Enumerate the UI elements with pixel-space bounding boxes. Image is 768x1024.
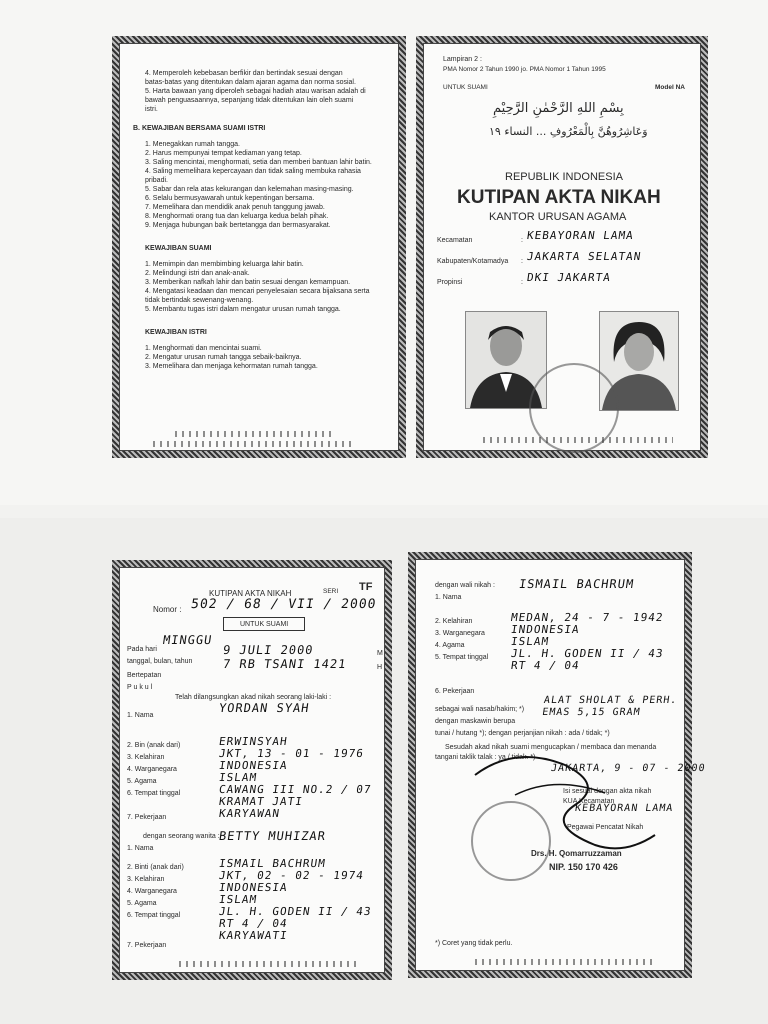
seri-value: TF bbox=[359, 581, 373, 593]
bride-field-label: 1. Nama bbox=[127, 845, 154, 852]
groom-tinggal-1: CAWANG III NO.2 / 07 bbox=[218, 783, 373, 796]
section-b-item: 5. Sabar dan rela atas kekurangan dan kelemahan masing-masing. bbox=[145, 186, 354, 193]
kecamatan-label: Kecamatan bbox=[437, 237, 473, 244]
istri-item: 2. Mengatur urusan rumah tangga sebaik-baiknya. bbox=[145, 354, 302, 361]
bertepatan-label: Bertepatan bbox=[127, 672, 162, 679]
colon: : bbox=[521, 237, 523, 244]
wali-warganegara: INDONESIA bbox=[510, 623, 581, 636]
untuk-suami-box bbox=[223, 617, 305, 631]
section-b-item: 8. Menghormati orang tua dan keluarga kedua belah pihak. bbox=[145, 213, 329, 220]
groom-field-label: 2. Bin (anak dari) bbox=[127, 742, 181, 749]
groom-nama: YORDAN SYAH bbox=[218, 701, 311, 715]
section-b-item: 3. Saling mencintai, menghormati, setia dan memberi bantuan lahir batin. bbox=[145, 159, 372, 166]
seri-label: SERI bbox=[323, 588, 339, 595]
groom-bin: ERWINSYAH bbox=[218, 735, 289, 748]
arabic-verse: وَعَاشِرُوهُنَّ بِالْمَعْرُوفِ ... النساء ١٩ bbox=[489, 125, 648, 138]
groom-field-label: 3. Kelahiran bbox=[127, 754, 165, 761]
official-name: Drs. H. Qomarruzzaman bbox=[531, 849, 622, 858]
dot-border bbox=[483, 437, 673, 443]
untuk-suami-label: UNTUK SUAMI bbox=[443, 84, 488, 91]
bride-tinggal-1: JL. H. GODEN II / 43 bbox=[218, 905, 373, 918]
wali-agama: ISLAM bbox=[510, 635, 551, 648]
wali-field-label: 4. Agama bbox=[435, 642, 465, 649]
groom-warganegara: INDONESIA bbox=[218, 759, 289, 772]
section-b-item: 2. Harus mempunyai tempat kediaman yang tetap. bbox=[145, 150, 302, 157]
istri-item: 3. Memelihara dan menjaga kehormatan rumah tangga. bbox=[145, 363, 318, 370]
hari-value: MINGGU bbox=[162, 633, 214, 647]
tanggal-label: tanggal, bulan, tahun bbox=[127, 658, 193, 665]
groom-pekerjaan: KARYAWAN bbox=[218, 807, 281, 820]
wanita-text: dengan seorang wanita : bbox=[143, 833, 220, 840]
wali-tinggal-1: JL. H. GODEN II / 43 bbox=[510, 647, 665, 660]
masehi-m: M bbox=[377, 650, 383, 657]
nasab-line-1: sebagai wali nasab/hakim; *) bbox=[435, 706, 525, 713]
propinsi-label: Propinsi bbox=[437, 279, 463, 286]
sesudah-line-1: Sesudah akad nikah suami mengucapkan / membaca dan menanda bbox=[445, 744, 657, 751]
mahar-value: ALAT SHOLAT & PERH. EMAS 5,15 GRAM bbox=[541, 695, 679, 718]
wali-kelahiran: MEDAN, 24 - 7 - 1942 bbox=[510, 611, 665, 624]
suami-title: KEWAJIBAN SUAMI bbox=[145, 245, 212, 252]
suami-item: 2. Melindungi istri dan anak-anak. bbox=[145, 270, 250, 277]
lampiran-label: Lampiran 2 : bbox=[443, 56, 482, 63]
groom-tinggal-2: KRAMAT JATI bbox=[218, 795, 304, 808]
bride-field-label: 3. Kelahiran bbox=[127, 876, 165, 883]
page-obligations bbox=[112, 36, 406, 458]
bride-binti: ISMAIL BACHRUM bbox=[218, 857, 327, 870]
kabupaten-label: Kabupaten/Kotamadya bbox=[437, 258, 509, 265]
pegawai-label: Pegawai Pencatat Nikah bbox=[567, 824, 644, 831]
kabupaten-value: JAKARTA SELATAN bbox=[526, 250, 643, 263]
dot-border bbox=[153, 441, 353, 447]
bride-field-label: 6. Tempat tinggal bbox=[127, 912, 181, 919]
kua-value: KEBAYORAN LAMA bbox=[574, 803, 675, 814]
suami-item: 5. Membantu tugas istri dalam mengatur urusan rumah tangga. bbox=[145, 306, 341, 313]
istri-item: 1. Menghormati dan mencintai suami. bbox=[145, 345, 262, 352]
wali-nama: ISMAIL BACHRUM bbox=[518, 577, 636, 591]
suami-item: 3. Memberikan nafkah lahir dan batin sesuai dengan kemampuan. bbox=[145, 279, 351, 286]
bride-field-label: 5. Agama bbox=[127, 900, 157, 907]
intro-item: 4. Memperoleh kebebasan berfikir dan bertindak sesuai dengan bbox=[145, 70, 343, 77]
suami-item: 4. Mengatasi keadaan dan mencari penyelesaian secara bijaksana serta bbox=[145, 288, 370, 295]
section-b-item: 9. Menjaga hubungan baik bertetangga dan bermasyarakat. bbox=[145, 222, 331, 229]
place-date: JAKARTA, 9 - 07 - 2000 bbox=[550, 763, 707, 774]
groom-kelahiran: JKT, 13 - 01 - 1976 bbox=[218, 747, 365, 760]
nasab-line-3: tunai / hutang *); dengan perjanjian nikah : ada / tidak; *) bbox=[435, 730, 610, 737]
arabic-basmala: بِسْمِ اللهِ الرَّحْمٰنِ الرَّحِيْمِ bbox=[493, 101, 624, 116]
nomor-label: Nomor : bbox=[153, 605, 182, 614]
propinsi-value: DKI JAKARTA bbox=[526, 271, 612, 284]
groom-field-label: 4. Warganegara bbox=[127, 766, 177, 773]
wali-text: dengan wali nikah : bbox=[435, 582, 495, 589]
kua-text: KUA Kecamatan bbox=[563, 798, 615, 805]
section-b-item: pribadi. bbox=[145, 177, 168, 184]
groom-field-label: 1. Nama bbox=[127, 712, 154, 719]
groom-agama: ISLAM bbox=[218, 771, 259, 784]
section-b-item: 4. Saling memelihara kepercayaan dan tidak saling membuka rahasia bbox=[145, 168, 361, 175]
colon: : bbox=[521, 279, 523, 286]
groom-field-label: 7. Pekerjaan bbox=[127, 814, 167, 821]
pada-hari-label: Pada hari bbox=[127, 646, 157, 653]
sesudah-line-2: tangani taklik talak : ya / tidak. *) bbox=[435, 754, 536, 761]
dot-border bbox=[175, 431, 335, 437]
istri-title: KEWAJIBAN ISTRI bbox=[145, 329, 207, 336]
pukul-label: P u k u l bbox=[127, 684, 153, 691]
page-cover bbox=[416, 36, 708, 458]
page-wali-signature bbox=[408, 552, 707, 978]
bride-pekerjaan: KARYAWATI bbox=[218, 929, 289, 942]
hijri-value: 7 RB TSANI 1421 bbox=[222, 657, 348, 671]
intro-item: bawah penguasaannya, sepanjang tidak ditentukan lain oleh suami bbox=[145, 97, 354, 104]
document-title: KUTIPAN AKTA NIKAH bbox=[457, 187, 661, 208]
bride-warganegara: INDONESIA bbox=[218, 881, 289, 894]
bride-kelahiran: JKT, 02 - 02 - 1974 bbox=[218, 869, 365, 882]
nomor-value: 502 / 68 / VII / 2000 bbox=[189, 597, 378, 612]
colon: : bbox=[521, 258, 523, 265]
untuk-suami-label: UNTUK SUAMI bbox=[240, 621, 289, 628]
wali-field-label: 1. Nama bbox=[435, 594, 462, 601]
bride-field-label: 4. Warganegara bbox=[127, 888, 177, 895]
wali-tinggal-2: RT 4 / 04 bbox=[510, 659, 581, 672]
section-b-item: 1. Menegakkan rumah tangga. bbox=[145, 141, 240, 148]
isi-text: Isi sesuai dengan akta nikah bbox=[563, 788, 652, 795]
wali-field-label: 5. Tempat tinggal bbox=[435, 654, 489, 661]
intro-item: istri. bbox=[145, 106, 158, 113]
suami-item: tidak bertindak sewenang-wenang. bbox=[145, 297, 254, 304]
wali-field-label: 2. Kelahiran bbox=[435, 618, 473, 625]
tanggal-value: 9 JULI 2000 bbox=[222, 643, 315, 657]
groom-field-label: 5. Agama bbox=[127, 778, 157, 785]
section-b-title: B. KEWAJIBAN BERSAMA SUAMI ISTRI bbox=[133, 125, 266, 132]
kantor-label: KANTOR URUSAN AGAMA bbox=[489, 211, 627, 223]
pma-text: PMA Nomor 2 Tahun 1990 jo. PMA Nomor 1 Tahun 1995 bbox=[443, 66, 606, 73]
suami-item: 1. Memimpin dan membimbing keluarga lahir batin. bbox=[145, 261, 304, 268]
kutipan-title: KUTIPAN AKTA NIKAH bbox=[209, 589, 292, 598]
section-b-item: 7. Memelihara dan mendidik anak penuh tanggung jawab. bbox=[145, 204, 325, 211]
intro-item: 5. Harta bawaan yang diperoleh sebagai hadiah atau warisan adalah di bbox=[145, 88, 366, 95]
bride-field-label: 2. Binti (anak dari) bbox=[127, 864, 184, 871]
wali-field-label: 6. Pekerjaan bbox=[435, 688, 475, 695]
nasab-line-2: dengan maskawin berupa bbox=[435, 718, 516, 725]
bride-agama: ISLAM bbox=[218, 893, 259, 906]
wali-field-label: 3. Warganegara bbox=[435, 630, 485, 637]
model-label: Model NA bbox=[655, 84, 685, 91]
section-b-item: 6. Selalu bermusyawarah untuk kepentingan bersama. bbox=[145, 195, 315, 202]
bride-tinggal-2: RT 4 / 04 bbox=[218, 917, 289, 930]
bride-nama: BETTY MUHIZAR bbox=[218, 829, 327, 843]
page-groom-bride bbox=[112, 560, 392, 980]
groom-field-label: 6. Tempat tinggal bbox=[127, 790, 181, 797]
kua-stamp bbox=[471, 801, 551, 881]
kecamatan-value: KEBAYORAN LAMA bbox=[526, 229, 635, 242]
hijri-h: H bbox=[377, 664, 383, 671]
intro-item: batas-batas yang ditentukan dalam ajaran agama dan norma sosial. bbox=[145, 79, 356, 86]
dot-border bbox=[179, 961, 359, 967]
bride-field-label: 7. Pekerjaan bbox=[127, 942, 167, 949]
dot-border bbox=[475, 959, 655, 965]
republik-label: REPUBLIK INDONESIA bbox=[505, 171, 623, 183]
nip-value: NIP. 150 170 426 bbox=[549, 862, 618, 872]
footnote: *) Coret yang tidak perlu. bbox=[435, 940, 513, 947]
akad-text: Telah dilangsungkan akad nikah seorang laki-laki : bbox=[175, 694, 332, 701]
